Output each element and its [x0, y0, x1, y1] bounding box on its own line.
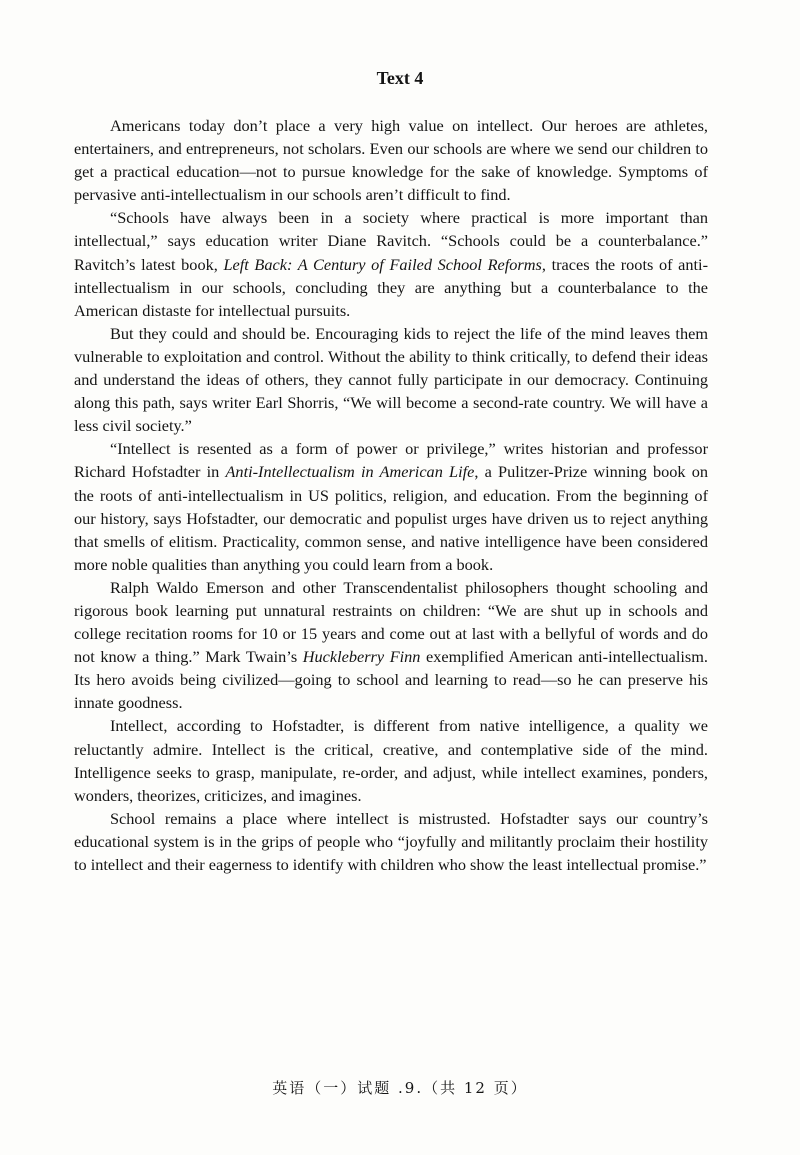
paragraph-1 — [74, 114, 708, 206]
paragraph-5-text-a: Ralph Waldo Emerson and other Transcendentalist philosophers thought schooling and rigorous book learning put unnatural restraints on children: “We are shut up in schools and college recitation rooms for 10 or 15 years and come out at last with a bellyful of words and do not know a thing.” Mark Twain’s — [74, 577, 708, 667]
book-title-anti-intellectualism: Anti-Intellectualism in American Life — [225, 462, 475, 482]
passage-title: Text 4 — [376, 68, 424, 88]
paragraph-3 — [74, 322, 708, 437]
page-footer: 英语（一）试题 .9.（共 12 页） — [272, 1079, 528, 1097]
paragraph-3-text: But they could and should be. Encouraging kids to reject the life of the mind leaves them vulnerable to exploitation and control. Without the ability to think critically, to defend their ideas and understand the ideas of others, they cannot fully participate in our democracy. Continuing along this path, says writer Earl Shorris, “We will become a second-rate country. We will have a less civil society.” — [74, 323, 708, 436]
paragraph-5 — [74, 576, 708, 715]
paragraph-4 — [74, 437, 708, 576]
paragraph-2-text-a: “Schools have always been in a society where practical is more important than intellectual,” says education writer Diane Ravitch. “Schools could be a counterbalance.” Ravitch’s latest book, — [74, 208, 708, 274]
paragraph-7 — [74, 807, 708, 876]
paragraph-5-text-b: exemplified American anti-intellectualism. Its hero avoids being civilized—going to school and learning to read—so he can preserve his innate goodness. — [74, 647, 708, 713]
paragraph-4-text-a: “Intellect is resented as a form of power or privilege,” writes historian and professor Richard Hofstadter in — [74, 439, 708, 482]
passage-body — [74, 114, 708, 876]
paragraph-2 — [74, 206, 708, 321]
paragraph-6 — [74, 714, 708, 806]
paragraph-2-text-b: , traces the roots of anti-intellectualism in our schools, concluding they are anything but a counterbalance to the American distaste for intellectual pursuits. — [74, 254, 708, 320]
paragraph-6-text: Intellect, according to Hofstadter, is different from native intelligence, a quality we reluctantly admire. Intellect is the critical, creative, and contemplative side of the mind. Intelligence seeks to grasp, manipulate, re-order, and adjust, while intellect examines, ponders, wonders, theorizes, criticizes, and imagines. — [74, 716, 708, 805]
book-title-huckleberry-finn: Huckleberry Finn — [302, 647, 421, 667]
paragraph-7-text: School remains a place where intellect is mistrusted. Hofstadter says our country’s educational system is in the grips of people who “joyfully and militantly proclaim their hostility to intellect and their eagerness to identify with children who show the least intellectual promise.” — [74, 808, 708, 874]
book-title-left-back: Left Back: A Century of Failed School Reforms — [223, 254, 542, 274]
paragraph-1-text: Americans today don’t place a very high value on intellect. Our heroes are athletes, entertainers, and entrepreneurs, not scholars. Even our schools are where we send our children to get a practical education—not to pursue knowledge for the sake of knowledge. Symptoms of pervasive anti-intellectualism in our schools aren’t difficult to find. — [74, 116, 708, 205]
paragraph-4-text-b: , a Pulitzer-Prize winning book on the roots of anti-intellectualism in US politics, religion, and education. From the beginning of our history, says Hofstadter, our democratic and populist urges have driven us to reject anything that smells of elitism. Practicality, common sense, and native intelligence have been considered more noble qualities than anything you could learn from a book. — [74, 462, 708, 574]
